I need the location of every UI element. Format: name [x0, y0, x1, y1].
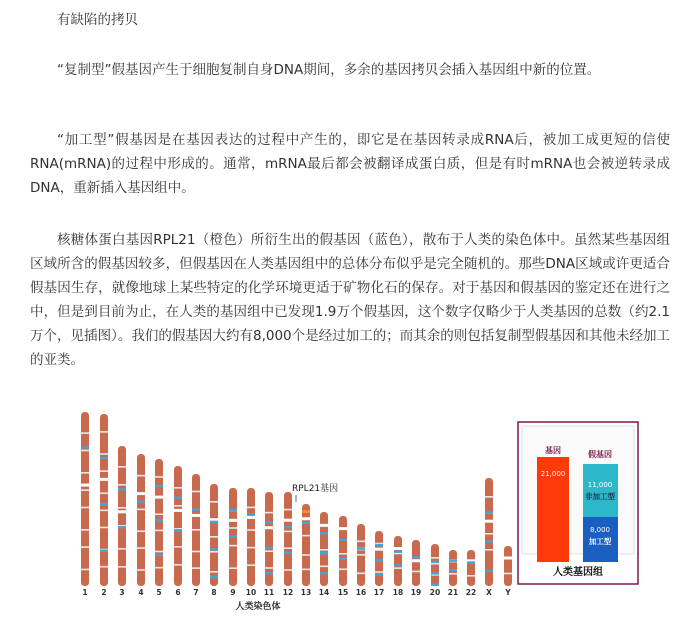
chromosome-band [174, 487, 182, 489]
chromosome-band [467, 575, 475, 577]
chromosome-body [431, 544, 439, 586]
chromosome-body [174, 466, 182, 586]
chromosome-band [247, 564, 255, 566]
chromosome-21 [449, 550, 458, 586]
chromosome-band [118, 466, 126, 468]
chromosome-band [247, 507, 255, 509]
pseudogene-mark [357, 547, 365, 549]
chromosome-label: 2 [101, 588, 107, 597]
chromosome-body [247, 488, 255, 586]
chromosome-label: 14 [318, 588, 330, 597]
chromosome-19 [412, 540, 421, 586]
centromere [320, 524, 329, 527]
chromosome-15 [339, 516, 348, 586]
chromosome-band [229, 527, 237, 529]
chromosome-body [137, 454, 145, 586]
pseudogene-mark [265, 572, 273, 574]
article-paragraph: “复制型”假基因产生于细胞复制自身DNA期间，多余的基因拷贝会插入基因组中新的位置。 [57, 62, 601, 78]
chromosome-band [394, 567, 402, 569]
chromosome-axis-label: 人类染色体 [235, 602, 281, 612]
chromosome-band [284, 547, 292, 549]
chromosome-label: 1 [82, 588, 88, 597]
chromosome-X [485, 478, 494, 586]
chromosome-band [118, 484, 126, 486]
chromosome-band [302, 554, 310, 556]
centromere [412, 559, 421, 562]
chromosome-band [265, 567, 273, 569]
chromosome-band [485, 496, 493, 498]
article-paragraph: 核糖体蛋白基因RPL21（橙色）所衍生出的假基因（蓝色），散布于人类的染色体中。虽然某些基因组区域所含的假基因较多，但假基因在人类基因组中的总体分布似乎是完全随机的。那些DNA区域或许更适合假基因生存，就像地球上某些特定的化学环境更适于矿物化石的保存。对于基因和假基因的鉴定还在进行之中，但是到目前为止，在人类的基因组中已发现1.9万个假基因，这个数字仅略少于人类基因的总数（约2.1万个，见插图）。我们的假基因大约有8,000个是经过加工的；而其余的则包括复制型假基因和其他未经加工的亚类。 [30, 232, 670, 368]
centromere [485, 520, 494, 523]
chromosome-band [100, 527, 108, 529]
chromosome-band [100, 492, 108, 494]
chromosome-band [431, 557, 439, 559]
chromosome-body [210, 484, 218, 586]
chromosome-band [394, 553, 402, 555]
chromosome-label: 7 [193, 588, 199, 597]
chromosome-band [174, 546, 182, 548]
chromosome-band [265, 512, 273, 514]
pseudogene-mark [265, 547, 273, 549]
chromosome-body [339, 516, 347, 586]
centromere [155, 496, 164, 499]
centromere [339, 527, 348, 530]
centromere [394, 547, 403, 550]
chromosome-body [504, 546, 512, 586]
chromosome-band [192, 551, 200, 553]
chromosome-label: Y [505, 588, 511, 597]
chromosome-band [81, 489, 89, 491]
chromosome-body [394, 536, 402, 586]
chromosome-10 [247, 488, 256, 586]
chromosome-body [467, 550, 475, 586]
chromosome-band [375, 571, 383, 573]
chromosome-label: 4 [138, 588, 144, 597]
chromosome-band [320, 566, 328, 568]
pseudogene-mark [155, 553, 163, 555]
chromosome-label: 6 [175, 588, 181, 597]
chromosome-label: 13 [300, 588, 312, 597]
chromosome-band [118, 507, 126, 509]
chromosome-label: 21 [447, 588, 459, 597]
chromosome-band [247, 547, 255, 549]
chromosome-band [155, 567, 163, 569]
chromosome-label: 16 [355, 588, 367, 597]
chromosome-band [210, 501, 218, 503]
chromosome-band [81, 507, 89, 509]
chromosome-label: 9 [230, 588, 236, 597]
chromosome-label: 10 [245, 588, 257, 597]
chromosome-label: 19 [410, 588, 422, 597]
chromosome-label: 22 [465, 588, 477, 597]
chromosome-label: 3 [119, 588, 125, 597]
chromosome-band [192, 529, 200, 531]
chromosome-body [265, 492, 273, 586]
pseudogene-mark [485, 511, 493, 513]
chromosome-label: 8 [211, 588, 217, 597]
chromosome-band [192, 567, 200, 569]
chromosome-band [118, 548, 126, 550]
chromosome-13 [302, 504, 311, 586]
chromosome-band [339, 569, 347, 571]
chromosome-band [137, 475, 145, 477]
chromosome-16 [357, 524, 366, 586]
chromosome-band [155, 476, 163, 478]
chromosome-band [155, 551, 163, 553]
pseudogene-mark [375, 544, 383, 546]
pseudogene-mark [320, 532, 328, 534]
chromosome-20 [431, 544, 440, 586]
chromosome-band [81, 472, 89, 474]
chromosome-band [81, 546, 89, 548]
pseudogene-mark [302, 522, 310, 524]
pseudogene-mark [118, 526, 126, 528]
pseudogene-mark [155, 485, 163, 487]
chromosome-band [100, 566, 108, 568]
chromosome-band [100, 431, 108, 433]
chromosome-17 [375, 531, 384, 586]
chromosome-band [229, 545, 237, 547]
pseudogene-mark [118, 488, 126, 490]
centromere [302, 517, 311, 520]
pseudogene-mark [431, 572, 439, 574]
centromere [504, 557, 513, 560]
chromosome-12 [284, 492, 293, 586]
chromosome-3 [118, 446, 127, 586]
pseudogene-mark [284, 551, 292, 553]
chromosome-4 [137, 454, 146, 586]
chromosome-band [302, 569, 310, 571]
pseudogene-mark [467, 561, 475, 563]
chromosome-band [81, 569, 89, 571]
chromosome-band [210, 536, 218, 538]
chromosome-2 [100, 414, 109, 586]
rpl21-gene-mark [302, 510, 310, 513]
pseudogene-mark [100, 549, 108, 551]
chromosome-band [357, 541, 365, 543]
chromosome-6 [174, 466, 183, 586]
pseudogene-mark [412, 556, 420, 558]
pseudogene-mark [431, 561, 439, 563]
pseudogene-mark [81, 446, 89, 448]
chromosome-label: 18 [392, 588, 404, 597]
pseudogene-mark [247, 514, 255, 516]
chromosome-band [284, 531, 292, 533]
genome-box-caption: 人类基因组 [553, 567, 603, 578]
chromosome-body [81, 412, 89, 586]
chromosome-label: 11 [263, 588, 275, 597]
chromosome-label: 20 [429, 588, 441, 597]
chromosome-band [174, 505, 182, 507]
chromosome-8 [210, 484, 219, 586]
pseudogene-mark [375, 574, 383, 576]
chromosome-band [320, 549, 328, 551]
chromosome-body [449, 550, 457, 586]
centromere [229, 519, 238, 522]
chromosome-label: X [486, 588, 492, 597]
chromosome-body [284, 492, 292, 586]
gene-column-label: 基因 [545, 446, 561, 455]
pseudogene-column-label: 假基因 [588, 450, 612, 459]
chromosome-number-labels [82, 588, 511, 597]
pseudogene-mark [137, 501, 145, 503]
pseudogene-mark [100, 457, 108, 459]
pseudogene-mark [449, 569, 457, 571]
pseudogene-mark [210, 548, 218, 550]
chromosome-22 [467, 550, 476, 586]
article-heading: 有缺陷的拷贝 [57, 12, 138, 28]
chromosome-band [229, 567, 237, 569]
pseudogene-mark [320, 572, 328, 574]
chromosome-1 [81, 412, 90, 586]
centromere [81, 484, 90, 487]
chromosome-band [265, 550, 273, 552]
chromosome-band [137, 547, 145, 549]
chromosome-band [174, 564, 182, 566]
centromere [118, 510, 127, 513]
chromosome-5 [155, 459, 164, 586]
chromosome-label: 15 [337, 588, 349, 597]
chromosome-band [118, 566, 126, 568]
chromosome-band [485, 549, 493, 551]
nonprocessed-label: 非加工型 [585, 492, 615, 501]
centromere [192, 514, 201, 517]
chromosome-band [100, 470, 108, 472]
chromosome-band [357, 554, 365, 556]
pseudogene-mark [485, 540, 493, 542]
pseudogene-mark [375, 559, 383, 561]
chromosome-band [81, 432, 89, 434]
pseudogene-mark [485, 570, 493, 572]
pseudogene-mark [174, 529, 182, 531]
pseudogene-mark [320, 552, 328, 554]
chromosome-label: 17 [373, 588, 385, 597]
processed-count: 8,000 [589, 526, 611, 534]
chromosome-band [100, 510, 108, 512]
chromosome-band [192, 491, 200, 493]
pseudogene-mark [339, 539, 347, 541]
chromosome-band [357, 573, 365, 575]
chromosome-label: 5 [156, 588, 162, 597]
pseudogene-mark [265, 521, 273, 523]
chromosome-7 [192, 474, 201, 586]
pseudogene-distribution-figure [70, 406, 650, 618]
pseudogene-mark [284, 526, 292, 528]
chromosome-label: 12 [282, 588, 294, 597]
pseudogene-mark [210, 576, 218, 578]
chromosome-band [284, 509, 292, 511]
chromosome-body [375, 531, 383, 586]
human-genome-box [518, 422, 638, 584]
chromosome-Y [504, 546, 513, 586]
pseudogene-mark [339, 558, 347, 560]
chromosome-9 [229, 488, 238, 586]
pseudogene-mark [229, 535, 237, 537]
chromosome-band [210, 551, 218, 553]
chromosome-band [155, 530, 163, 532]
centromere [100, 478, 109, 481]
chromosome-band [81, 450, 89, 452]
chromosome-band [302, 535, 310, 537]
chromosome-band [504, 573, 512, 575]
chromosome-body [412, 540, 420, 586]
pseudogene-mark [449, 559, 457, 561]
pseudogene-mark [155, 519, 163, 521]
chromosome-band [247, 529, 255, 531]
chromosome-body [100, 414, 108, 586]
chromosome-18 [394, 536, 403, 586]
chromosome-band [449, 573, 457, 575]
chromosome-14 [320, 512, 329, 586]
rpl21-gene-label: RPL21基因 [292, 484, 339, 494]
chromosome-band [485, 533, 493, 535]
pseudogene-mark [100, 503, 108, 505]
centromere [375, 548, 384, 551]
chromosome-ideograms [81, 412, 513, 586]
chromosome-band [210, 571, 218, 573]
chromosome-band [137, 569, 145, 571]
pseudogene-mark [229, 509, 237, 511]
centromere [284, 519, 293, 522]
gene-total-count: 21,000 [540, 470, 566, 478]
centromere [247, 516, 256, 519]
chromosome-band [155, 513, 163, 515]
pseudogene-mark [394, 564, 402, 566]
nonprocessed-pseudogene-bar [583, 464, 618, 517]
pseudogene-mark [431, 584, 439, 586]
chromosome-band [137, 530, 145, 532]
chromosome-band [412, 571, 420, 573]
chromosome-band [137, 509, 145, 511]
chromosome-band [284, 569, 292, 571]
nonprocessed-count: 11,000 [587, 481, 613, 489]
centromere [265, 526, 274, 529]
chromosome-band [100, 453, 108, 455]
pseudogene-mark [192, 508, 200, 510]
article-paragraph: “加工型”假基因是在基因表达的过程中产生的，即它是在基因转录成RNA后，被加工成更短的信使RNA(mRNA)的过程中形成的。通常，mRNA最后都会被翻译成蛋白质，但是有时mRNA也会被逆转录成DNA，重新插入基因组中。 [30, 132, 670, 196]
pseudogene-mark [174, 497, 182, 499]
chromosome-11 [265, 492, 274, 586]
centromere [137, 492, 146, 495]
pseudogene-mark [394, 551, 402, 553]
chromosome-body [302, 504, 310, 586]
centromere [174, 509, 183, 512]
chromosome-band [81, 529, 89, 531]
pseudogene-mark [210, 521, 218, 523]
processed-label: 加工型 [588, 537, 612, 546]
chromosome-band [339, 553, 347, 555]
